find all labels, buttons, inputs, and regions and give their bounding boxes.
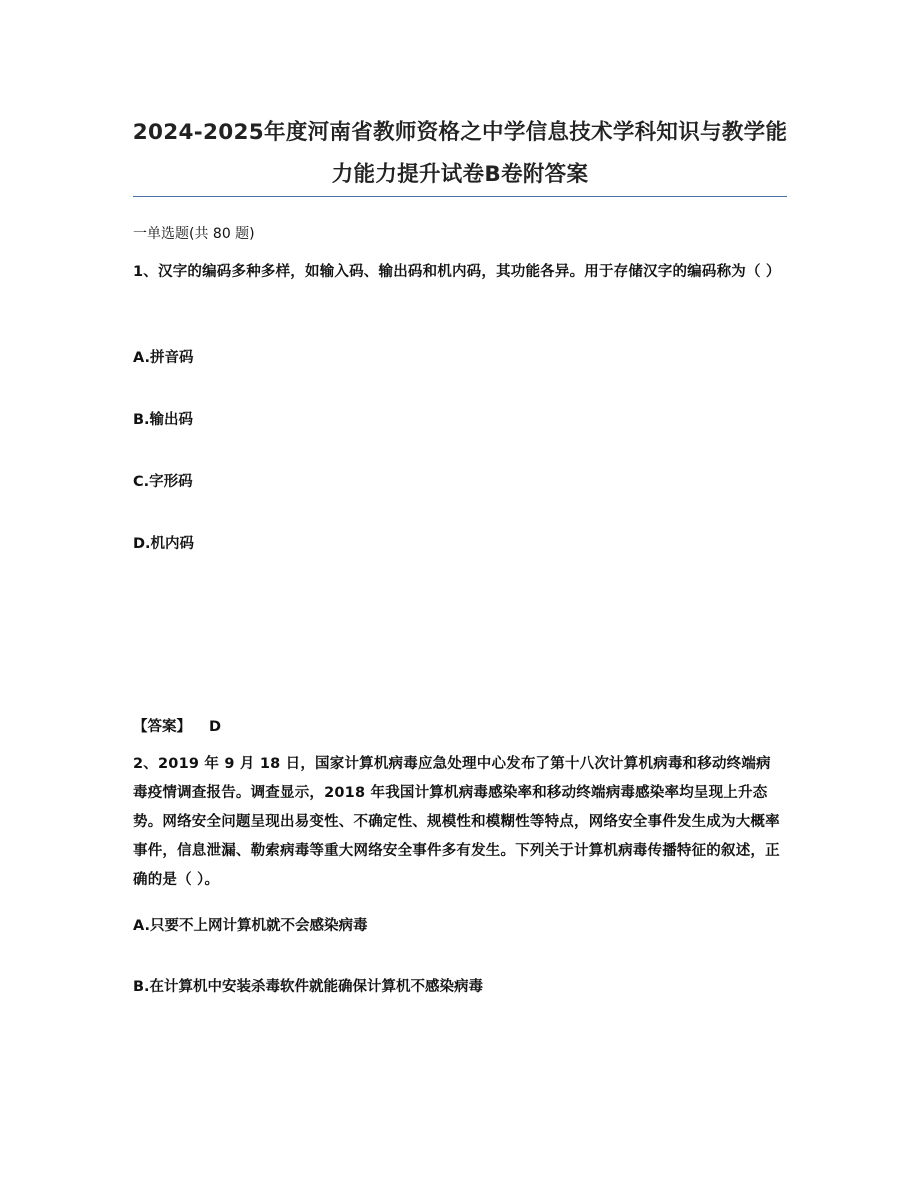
- question-1-answer: [133, 716, 221, 738]
- question-1-option-a: A.拼音码: [133, 350, 194, 366]
- title-divider: [133, 196, 787, 197]
- question-2-option-b: B.在计算机中安装杀毒软件就能确保计算机不感染病毒: [133, 979, 484, 995]
- answer-value: D: [209, 719, 222, 735]
- document-title: 2024-2025年度河南省教师资格之中学信息技术学科知识与教学能力能力提升试卷B卷附答案: [132, 120, 788, 187]
- question-2-text: 2、2019 年 9 月 18 日，国家计算机病毒应急处理中心发布了第十八次计算机病毒和移动终端病毒疫情调查报告。调查显示，2018 年我国计算机病毒感染率和移动终端病毒感染率均呈现上升态势。网络安全问题呈现出易变性、不确定性、规模性和模糊性等特点，网络安全事件发生成为大概率事件，信息泄漏、勒索病毒等重大网络安全事件多有发生。下列关于计算机病毒传播特征的叙述，正确的是（ ）。: [133, 756, 780, 888]
- answer-label: 【答案】: [133, 719, 191, 735]
- question-1-option-c: C.字形码: [133, 474, 193, 490]
- question-1-option-b: B.输出码: [133, 412, 194, 428]
- section-heading: 一单选题(共 80 题): [133, 226, 255, 242]
- question-1-option-d: D.机内码: [133, 536, 195, 552]
- question-2-option-a: A.只要不上网计算机就不会感染病毒: [133, 918, 368, 934]
- question-1-text: 1、汉字的编码多种多样，如输入码、输出码和机内码，其功能各异。用于存储汉字的编码称为（ ）: [133, 264, 781, 280]
